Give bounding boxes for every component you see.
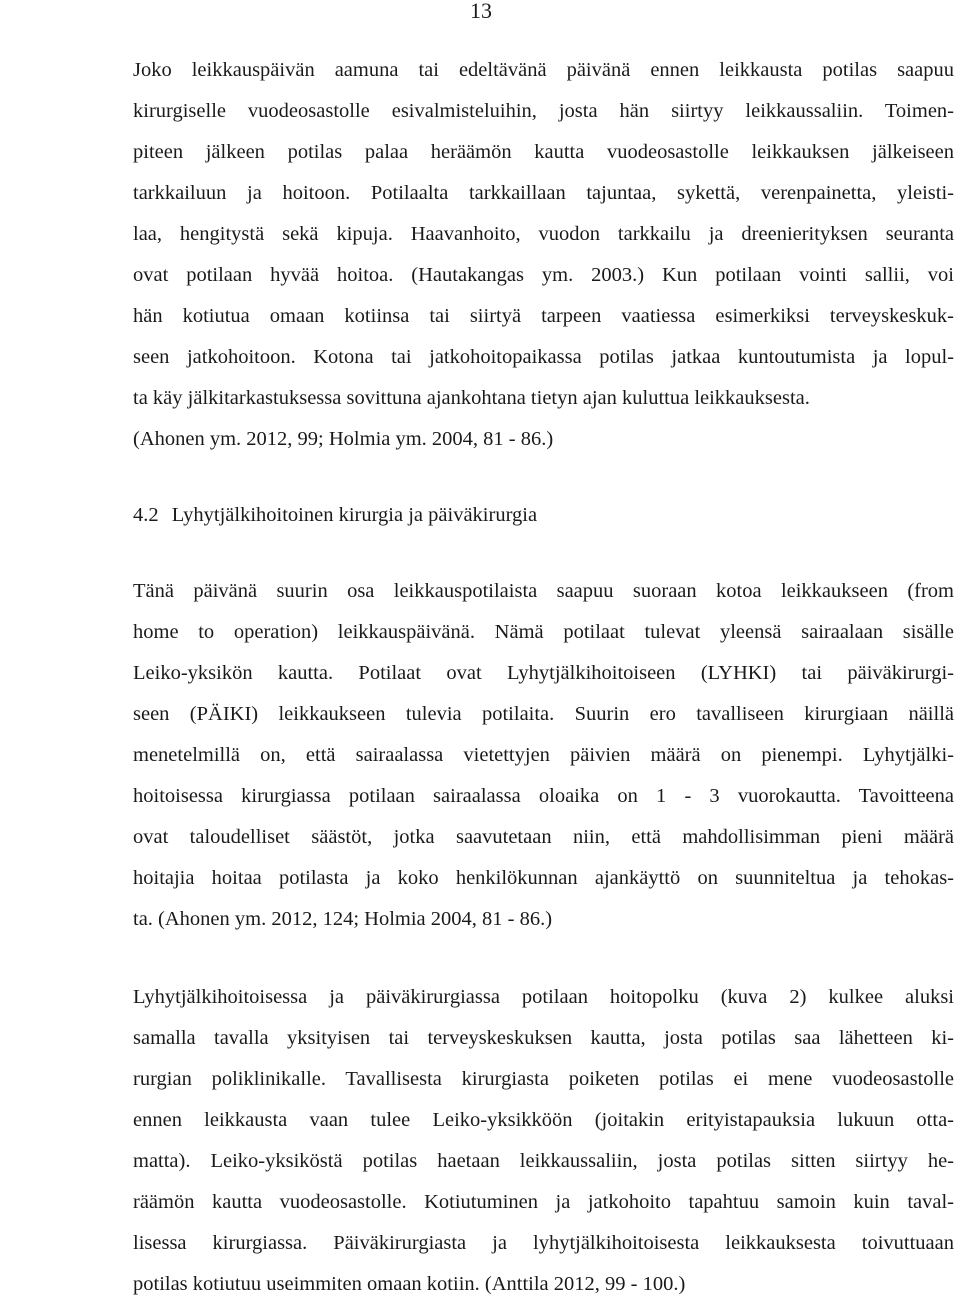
section-number: 4.2 — [133, 504, 159, 526]
section-heading — [133, 502, 537, 528]
text-line: laa, hengitystä sekä kipuja. Haavanhoito, vuodon tarkkailu ja dreenierityksen seuranta — [133, 223, 954, 245]
text-line: Tänä päivänä suurin osa leikkauspotilaista saapuu suoraan kotoa leikkaukseen (from — [133, 580, 954, 602]
text-line: menetelmillä on, että sairaalassa vietettyjen päivien määrä on pienempi. Lyhytjälki- — [133, 744, 954, 766]
text-line: piteen jälkeen potilas palaa heräämön kautta vuodeosastolle leikkauksen jälkeiseen — [133, 141, 954, 163]
text-line: räämön kautta vuodeosastolle. Kotiutuminen ja jatkohoito tapahtuu samoin kuin taval- — [133, 1191, 954, 1213]
text-line: samalla tavalla yksityisen tai terveyskeskuksen kautta, josta potilas saa lähetteen ki- — [133, 1027, 954, 1049]
text-line: kirurgiselle vuodeosastolle esivalmisteluihin, josta hän siirtyy leikkaussaliin. Toimen- — [133, 100, 954, 122]
page-number: 13 — [470, 0, 492, 23]
text-line: ta käy jälkitarkastuksessa sovittuna ajankohtana tietyn ajan kuluttua leikkauksesta. — [133, 387, 810, 409]
text-line: seen jatkohoitoon. Kotona tai jatkohoitopaikassa potilas jatkaa kuntoutumista ja lopul- — [133, 346, 954, 368]
text-line: hän kotiutua omaan kotiinsa tai siirtyä tarpeen vaatiessa esimerkiksi terveyskeskuk- — [133, 305, 954, 327]
text-line: seen (PÄIKI) leikkaukseen tulevia potilaita. Suurin ero tavalliseen kirurgiaan näillä — [133, 703, 954, 725]
text-line: (Ahonen ym. 2012, 99; Holmia ym. 2004, 81 - 86.) — [133, 428, 554, 450]
text-line: Leiko-yksikön kautta. Potilaat ovat Lyhytjälkihoitoiseen (LYHKI) tai päiväkirurgi- — [133, 662, 954, 684]
text-line: Joko leikkauspäivän aamuna tai edeltävänä päivänä ennen leikkausta potilas saapuu — [133, 59, 954, 81]
text-line: lisessa kirurgiassa. Päiväkirurgiasta ja lyhytjälkihoitoisesta leikkauksesta toivuttuaan — [133, 1232, 954, 1254]
text-line: tarkkailuun ja hoitoon. Potilaalta tarkkaillaan tajuntaa, sykettä, verenpainetta, yleisti- — [133, 182, 954, 204]
text-line: ta. (Ahonen ym. 2012, 124; Holmia 2004, 81 - 86.) — [133, 908, 553, 930]
text-line: rurgian poliklinikalle. Tavallisesta kirurgiasta poiketen potilas ei mene vuodeosastolle — [133, 1068, 954, 1090]
section-title: Lyhytjälkihoitoinen kirurgia ja päiväkirurgia — [171, 504, 538, 526]
text-line: ovat potilaan hyvää hoitoa. (Hautakangas ym. 2003.) Kun potilaan vointi sallii, voi — [133, 264, 954, 286]
text-line: home to operation) leikkauspäivänä. Nämä potilaat tulevat yleensä sairaalaan sisälle — [133, 621, 954, 643]
text-line: hoitajia hoitaa potilasta ja koko henkilökunnan ajankäyttö on suunniteltua ja tehokas- — [133, 867, 954, 889]
text-line: hoitoisessa kirurgiassa potilaan sairaalassa oloaika on 1 - 3 vuorokautta. Tavoitteena — [133, 785, 954, 807]
text-line: Lyhytjälkihoitoisessa ja päiväkirurgiassa potilaan hoitopolku (kuva 2) kulkee aluksi — [133, 986, 954, 1008]
text-line: potilas kotiutuu useimmiten omaan kotiin. (Anttila 2012, 99 - 100.) — [133, 1273, 686, 1295]
text-line: ovat taloudelliset säästöt, jotka saavutetaan niin, että mahdollisimman pieni määrä — [133, 826, 954, 848]
text-line: ennen leikkausta vaan tulee Leiko-yksikköön (joitakin erityistapauksia lukuun otta- — [133, 1109, 954, 1131]
text-line: matta). Leiko-yksiköstä potilas haetaan leikkaussaliin, josta potilas sitten siirtyy he- — [133, 1150, 954, 1172]
